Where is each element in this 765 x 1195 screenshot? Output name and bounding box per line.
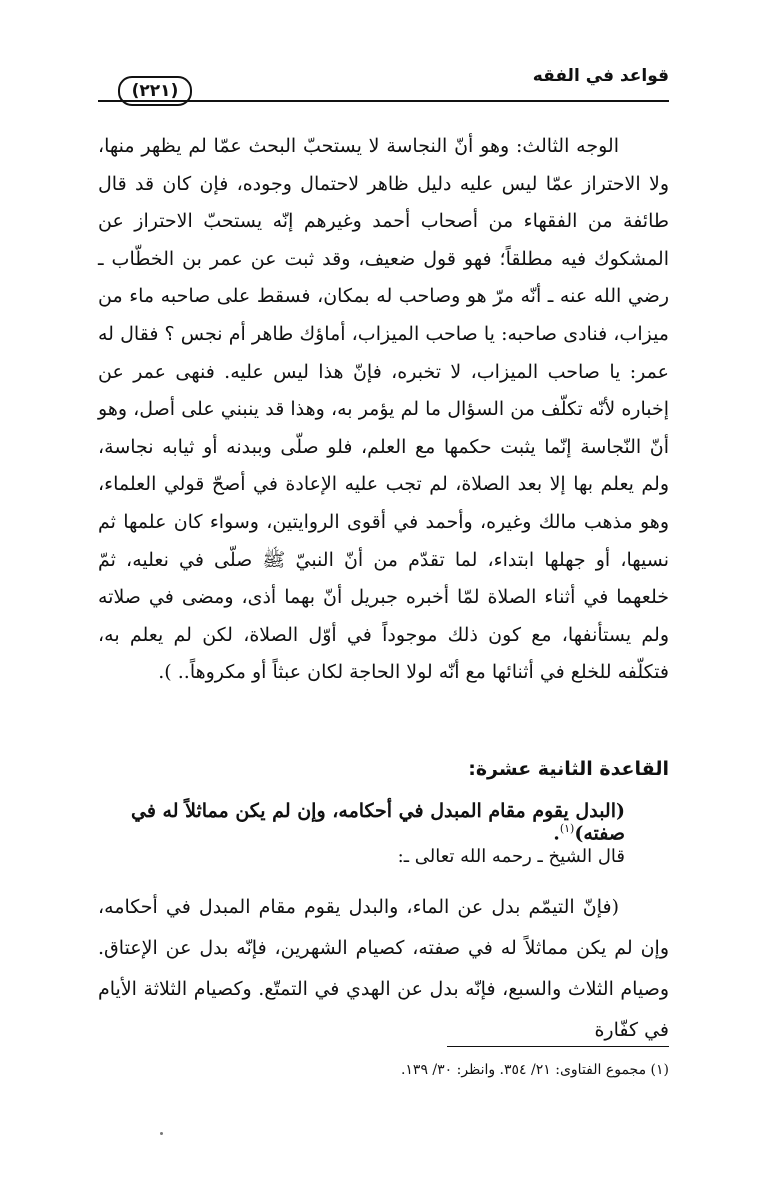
paragraph-third-aspect: الوجه الثالث: وهو أنّ النجاسة لا يستحبّ البحث عمّا لم يظهر منها، ولا الاحتراز عمّا ليس عليه دليل ظاهر لاحتمال وجوده، فإن كان قد قال طائفة من الفقهاء من أصحاب أحمد وغيرهم إنّه يستحبّ الاحتراز عن المشكوك فيه مطلقاً؛ فهو قول ضعيف، وقد ثبت عن عمر بن الخطّاب ـ رضي الله عنه ـ أنّه مرّ هو وصاحب له بمكان، فسقط على صاحبه ماء من ميزاب، فنادى صاحبه: يا صاحب الميزاب، أماؤك طاهر أم نجس ؟ فقال له عمر: يا صاحب الميزاب، لا تخبره، فإنّ هذا ليس عليه. فنهى عمر عن إخباره لأنّه تكلّف من السؤال ما لم يؤمر به، وهذا قد ينبني على أصل، وهو أنّ النّجاسة إنّما يثبت حكمها مع العلم، فلو صلّى وببدنه أو ثيابه نجاسة، ولم يعلم بها إلا بعد الصلاة، لم تجب عليه الإعادة في أصحّ قولي العلماء، وهو مذهب مالك وغيره، وأحمد في أقوى الروايتين، وسواء كان علمها ثم نسيها، أو جهلها ابتداء، لما تقدّم من أنّ النبيّ ﷺ صلّى في نعليه، ثمّ خلعهما في أثناء الصلاة لمّا أخبره جبريل أنّ بهما أذى، ومضى في صلاته ولم يستأنفها، مع كون ذلك موجوداً في أوّل الصلاة، لكن لم يعلم به، فتكلّفه للخلع في أثنائها مع أنّه لولا الحاجة لكان عبثاً أو مكروهاً.. ). xyxy=(98,135,669,684)
footnote-divider xyxy=(447,1046,669,1047)
attribution-line: قال الشيخ ـ رحمه الله تعالى ـ: xyxy=(397,846,625,867)
footnote: (١) مجموع الفتاوى: ٢١/ ٣٥٤. وانظر: ٣٠/ ١٣٩. xyxy=(400,1062,669,1078)
footnote-reference: (١) xyxy=(559,822,575,835)
paragraph-tayammum: (فإنّ التيمّم بدل عن الماء، والبدل يقوم مقام المبدل في أحكامه، وإن لم يكن مماثلاً له في صفته، كصيام الشهرين، فإنّه بدل عن الإعتاق. وصيام الثلاث والسبع، فإنّه بدل عن الهدي في التمتّع. وكصيام الثلاثة الأيام في كفّارة xyxy=(98,896,669,1041)
rule-statement xyxy=(98,800,669,844)
rule-statement-end: . xyxy=(553,822,560,845)
scan-speck xyxy=(160,1132,163,1135)
running-title: قواعد في الفقه xyxy=(532,66,669,86)
rule-statement-text: (البدل يقوم مقام المبدل في أحكامه، وإن لم يكن مماثلاً له في صفته) xyxy=(131,800,625,845)
rule-heading: القاعدة الثانية عشرة: xyxy=(468,758,669,780)
main-text-block xyxy=(98,128,669,692)
page-number: (٢٢١) xyxy=(118,76,192,106)
header-divider xyxy=(98,100,669,102)
second-text-block xyxy=(98,887,669,1051)
